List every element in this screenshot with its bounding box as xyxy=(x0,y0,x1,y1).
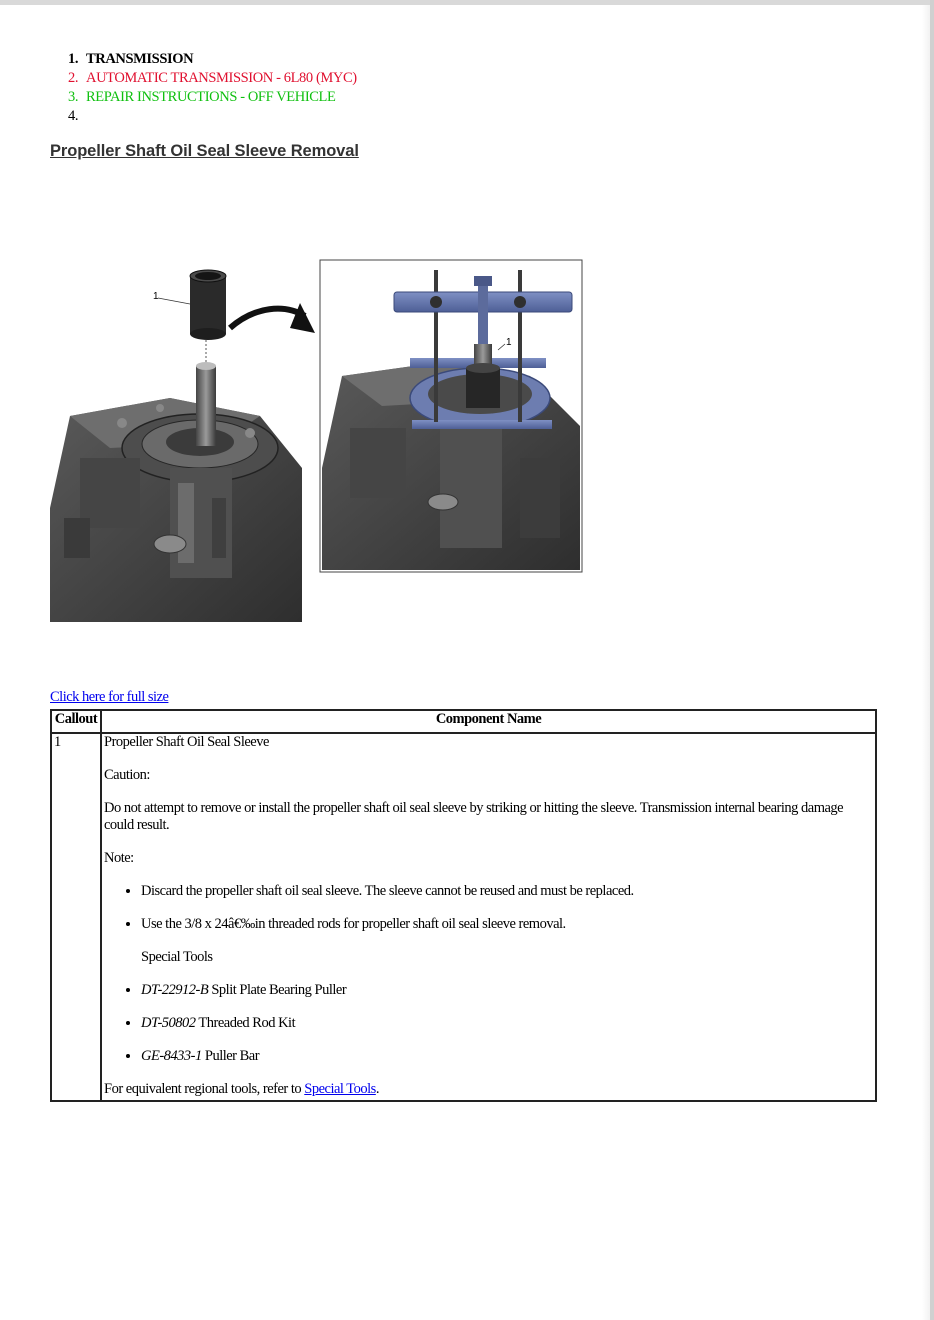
full-size-link[interactable]: Click here for full size xyxy=(50,689,169,705)
list-item xyxy=(141,1048,873,1065)
caution-label xyxy=(104,767,873,784)
column-header-callout: Callout xyxy=(51,710,101,733)
column-header-component-name: Component Name xyxy=(101,710,876,733)
list-item xyxy=(141,982,873,999)
special-tools-link[interactable]: Special Tools xyxy=(304,1081,376,1097)
component-table xyxy=(50,709,877,1102)
breadcrumb-item-repair-instructions[interactable] xyxy=(50,88,357,107)
window-top-edge xyxy=(0,0,934,5)
tool-code: GE-8433-1 xyxy=(141,1048,202,1064)
callout-label-left: 1 xyxy=(153,291,159,302)
breadcrumb-number: 2. xyxy=(68,70,79,86)
breadcrumb xyxy=(50,50,357,126)
breadcrumb-item-current xyxy=(50,107,357,126)
note-list xyxy=(104,883,873,933)
arrow-icon xyxy=(230,303,315,333)
output-shaft-left xyxy=(196,336,216,446)
breadcrumb-label: AUTOMATIC TRANSMISSION - 6L80 (MYC) xyxy=(86,70,357,86)
breadcrumb-number: 4. xyxy=(68,108,79,124)
caution-label-text: Caution: xyxy=(104,767,150,783)
regional-tools-note xyxy=(104,1081,873,1098)
callout-cell: 1 xyxy=(51,733,101,1101)
callout-label-right: 1 xyxy=(506,337,512,348)
page-title: Propeller Shaft Oil Seal Sleeve Removal xyxy=(50,142,359,160)
breadcrumb-number: 3. xyxy=(68,89,79,105)
tool-code: DT-50802 xyxy=(141,1015,196,1031)
note-label: Note: xyxy=(104,850,134,866)
tool-name: Puller Bar xyxy=(201,1048,260,1064)
list-item: • Use the 3/8 x 24â€‰in threaded rods for propeller shaft oil seal sleeve removal. xyxy=(141,916,873,933)
tools-list xyxy=(104,982,873,1065)
component-name: Propeller Shaft Oil Seal Sleeve xyxy=(104,734,269,750)
breadcrumb-item-transmission[interactable] xyxy=(50,50,357,69)
component-cell xyxy=(101,733,876,1101)
breadcrumb-label: TRANSMISSION xyxy=(86,51,194,67)
table-header-row xyxy=(51,710,876,733)
breadcrumb-number: 1. xyxy=(68,51,79,67)
oil-seal-sleeve-left xyxy=(158,270,226,340)
regional-tools-prefix: For equivalent regional tools, refer to xyxy=(104,1081,305,1097)
transmission-case-left xyxy=(50,398,302,622)
list-item xyxy=(141,1015,873,1032)
tool-name: Split Plate Bearing Puller xyxy=(208,982,347,998)
table-row xyxy=(51,733,876,1101)
list-item: • Discard the propeller shaft oil seal sleeve. The sleeve cannot be reused and must be replaced. xyxy=(141,883,873,900)
breadcrumb-label: REPAIR INSTRUCTIONS - OFF VEHICLE xyxy=(86,89,336,105)
caution-text: Do not attempt to remove or install the propeller shaft oil seal sleeve by striking or hitting the sleeve. Transmission internal bearing damage could result. xyxy=(104,800,844,833)
tool-name: Threaded Rod Kit xyxy=(195,1015,296,1031)
tool-code: DT-22912-B xyxy=(141,982,209,998)
window-right-edge xyxy=(930,0,934,1320)
page-edge-shadow xyxy=(922,5,930,1320)
regional-tools-suffix: . xyxy=(375,1081,379,1097)
procedure-illustration[interactable] xyxy=(50,258,585,622)
breadcrumb-item-automatic-transmission[interactable] xyxy=(50,69,357,88)
special-tools-label: Special Tools xyxy=(141,949,213,965)
